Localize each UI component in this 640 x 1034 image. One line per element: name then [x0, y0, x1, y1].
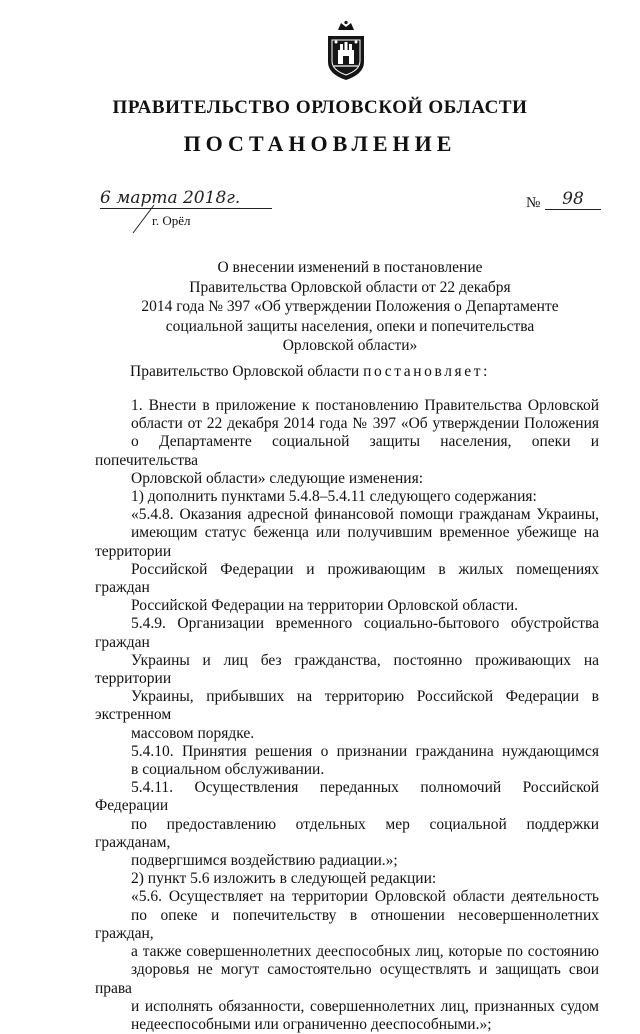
- text-line: о Департаменте социальной защиты населения, опеки и попечительства: [95, 433, 599, 469]
- document-type: ПОСТАНОВЛЕНИЕ: [183, 131, 457, 156]
- subject-line: Правительства Орловской области от 22 декабря: [189, 278, 511, 296]
- document-body: [95, 397, 599, 1034]
- preamble-verb: постановляет:: [363, 363, 491, 380]
- text-line: а также совершеннолетних дееспособных лиц, которые по состоянию: [131, 943, 599, 961]
- text-line: подвергшимся воздействию радиации.»;: [131, 852, 398, 870]
- text-line: недееспособными или ограниченно дееспособными.»;: [131, 1015, 492, 1033]
- paragraph-5: [95, 743, 599, 779]
- text-line: Орловской области» следующие изменения:: [131, 469, 424, 487]
- text-line: «5.4.8. Оказания адресной финансовой помощи гражданам Украины,: [131, 506, 599, 524]
- paragraph-2: [95, 488, 599, 506]
- subject-line: О внесении изменений в постановление: [217, 259, 483, 276]
- text-line: в социальном обслуживании.: [131, 761, 325, 779]
- text-line: по опеке и попечительству в отношении несовершеннолетних граждан,: [95, 906, 599, 942]
- handwritten-number: 98: [545, 189, 601, 210]
- city-label: г. Орёл: [152, 213, 191, 228]
- paragraph-8: [95, 888, 599, 1034]
- text-line: Российской Федерации на территории Орловской области.: [131, 597, 519, 615]
- coat-of-arms-icon: [324, 20, 368, 82]
- text-line: по предоставлению отдельных мер социальной поддержки гражданам,: [95, 815, 599, 851]
- text-line: 5.4.11. Осуществления переданных полномочий Российской Федерации: [95, 779, 599, 815]
- handwritten-date: 6 марта 2018г.: [100, 188, 272, 209]
- subject-line: Орловской области»: [282, 337, 418, 355]
- document-subject: [140, 258, 560, 356]
- text-line: 2) пункт 5.6 изложить в следующей редакции:: [131, 870, 437, 888]
- text-line: области от 22 декабря 2014 года № 397 «Об утверждении Положения: [131, 415, 599, 433]
- paragraph-3: [95, 506, 599, 615]
- text-line: здоровья не могут самостоятельно осуществлять и защищать свои права: [95, 961, 599, 997]
- text-line: Украины и лиц без гражданства, постоянно проживающих на территории: [95, 651, 599, 688]
- paragraph-6: [95, 779, 599, 870]
- text-line: 5.4.10. Принятия решения о признании гражданина нуждающимся: [131, 742, 599, 760]
- text-line: 5.4.9. Организации временного социально-бытового обустройства граждан: [95, 615, 599, 651]
- text-line: Украины, прибывших на территорию Российской Федерации в экстренном: [95, 688, 599, 724]
- paragraph-7: [95, 870, 599, 888]
- text-line: 1) дополнить пунктами 5.4.8–5.4.11 следующего содержания:: [131, 488, 537, 506]
- text-line: и исполнять обязанности, совершеннолетних лиц, признанных судом: [131, 997, 599, 1015]
- paragraph-1: [95, 397, 599, 488]
- subject-line: социальной защиты населения, опеки и попечительства: [165, 317, 535, 335]
- text-line: массовом порядке.: [131, 724, 255, 742]
- number-label: №: [526, 195, 541, 211]
- text-line: «5.6. Осуществляет на территории Орловской области деятельность: [131, 888, 599, 906]
- text-line: Российской Федерации и проживающим в жилых помещениях граждан: [95, 560, 599, 597]
- subject-line: 2014 года № 397 «Об утверждении Положения о Департаменте: [141, 298, 559, 316]
- text-line: имеющим статус беженца или получившим временное убежище на территории: [95, 524, 599, 560]
- government-title: ПРАВИТЕЛЬСТВО ОРЛОВСКОЙ ОБЛАСТИ: [112, 97, 528, 118]
- preamble: [130, 363, 490, 381]
- preamble-text: Правительство Орловской области: [130, 363, 364, 380]
- text-line: 1. Внести в приложение к постановлению Правительства Орловской: [131, 397, 599, 414]
- paragraph-4: [95, 615, 599, 742]
